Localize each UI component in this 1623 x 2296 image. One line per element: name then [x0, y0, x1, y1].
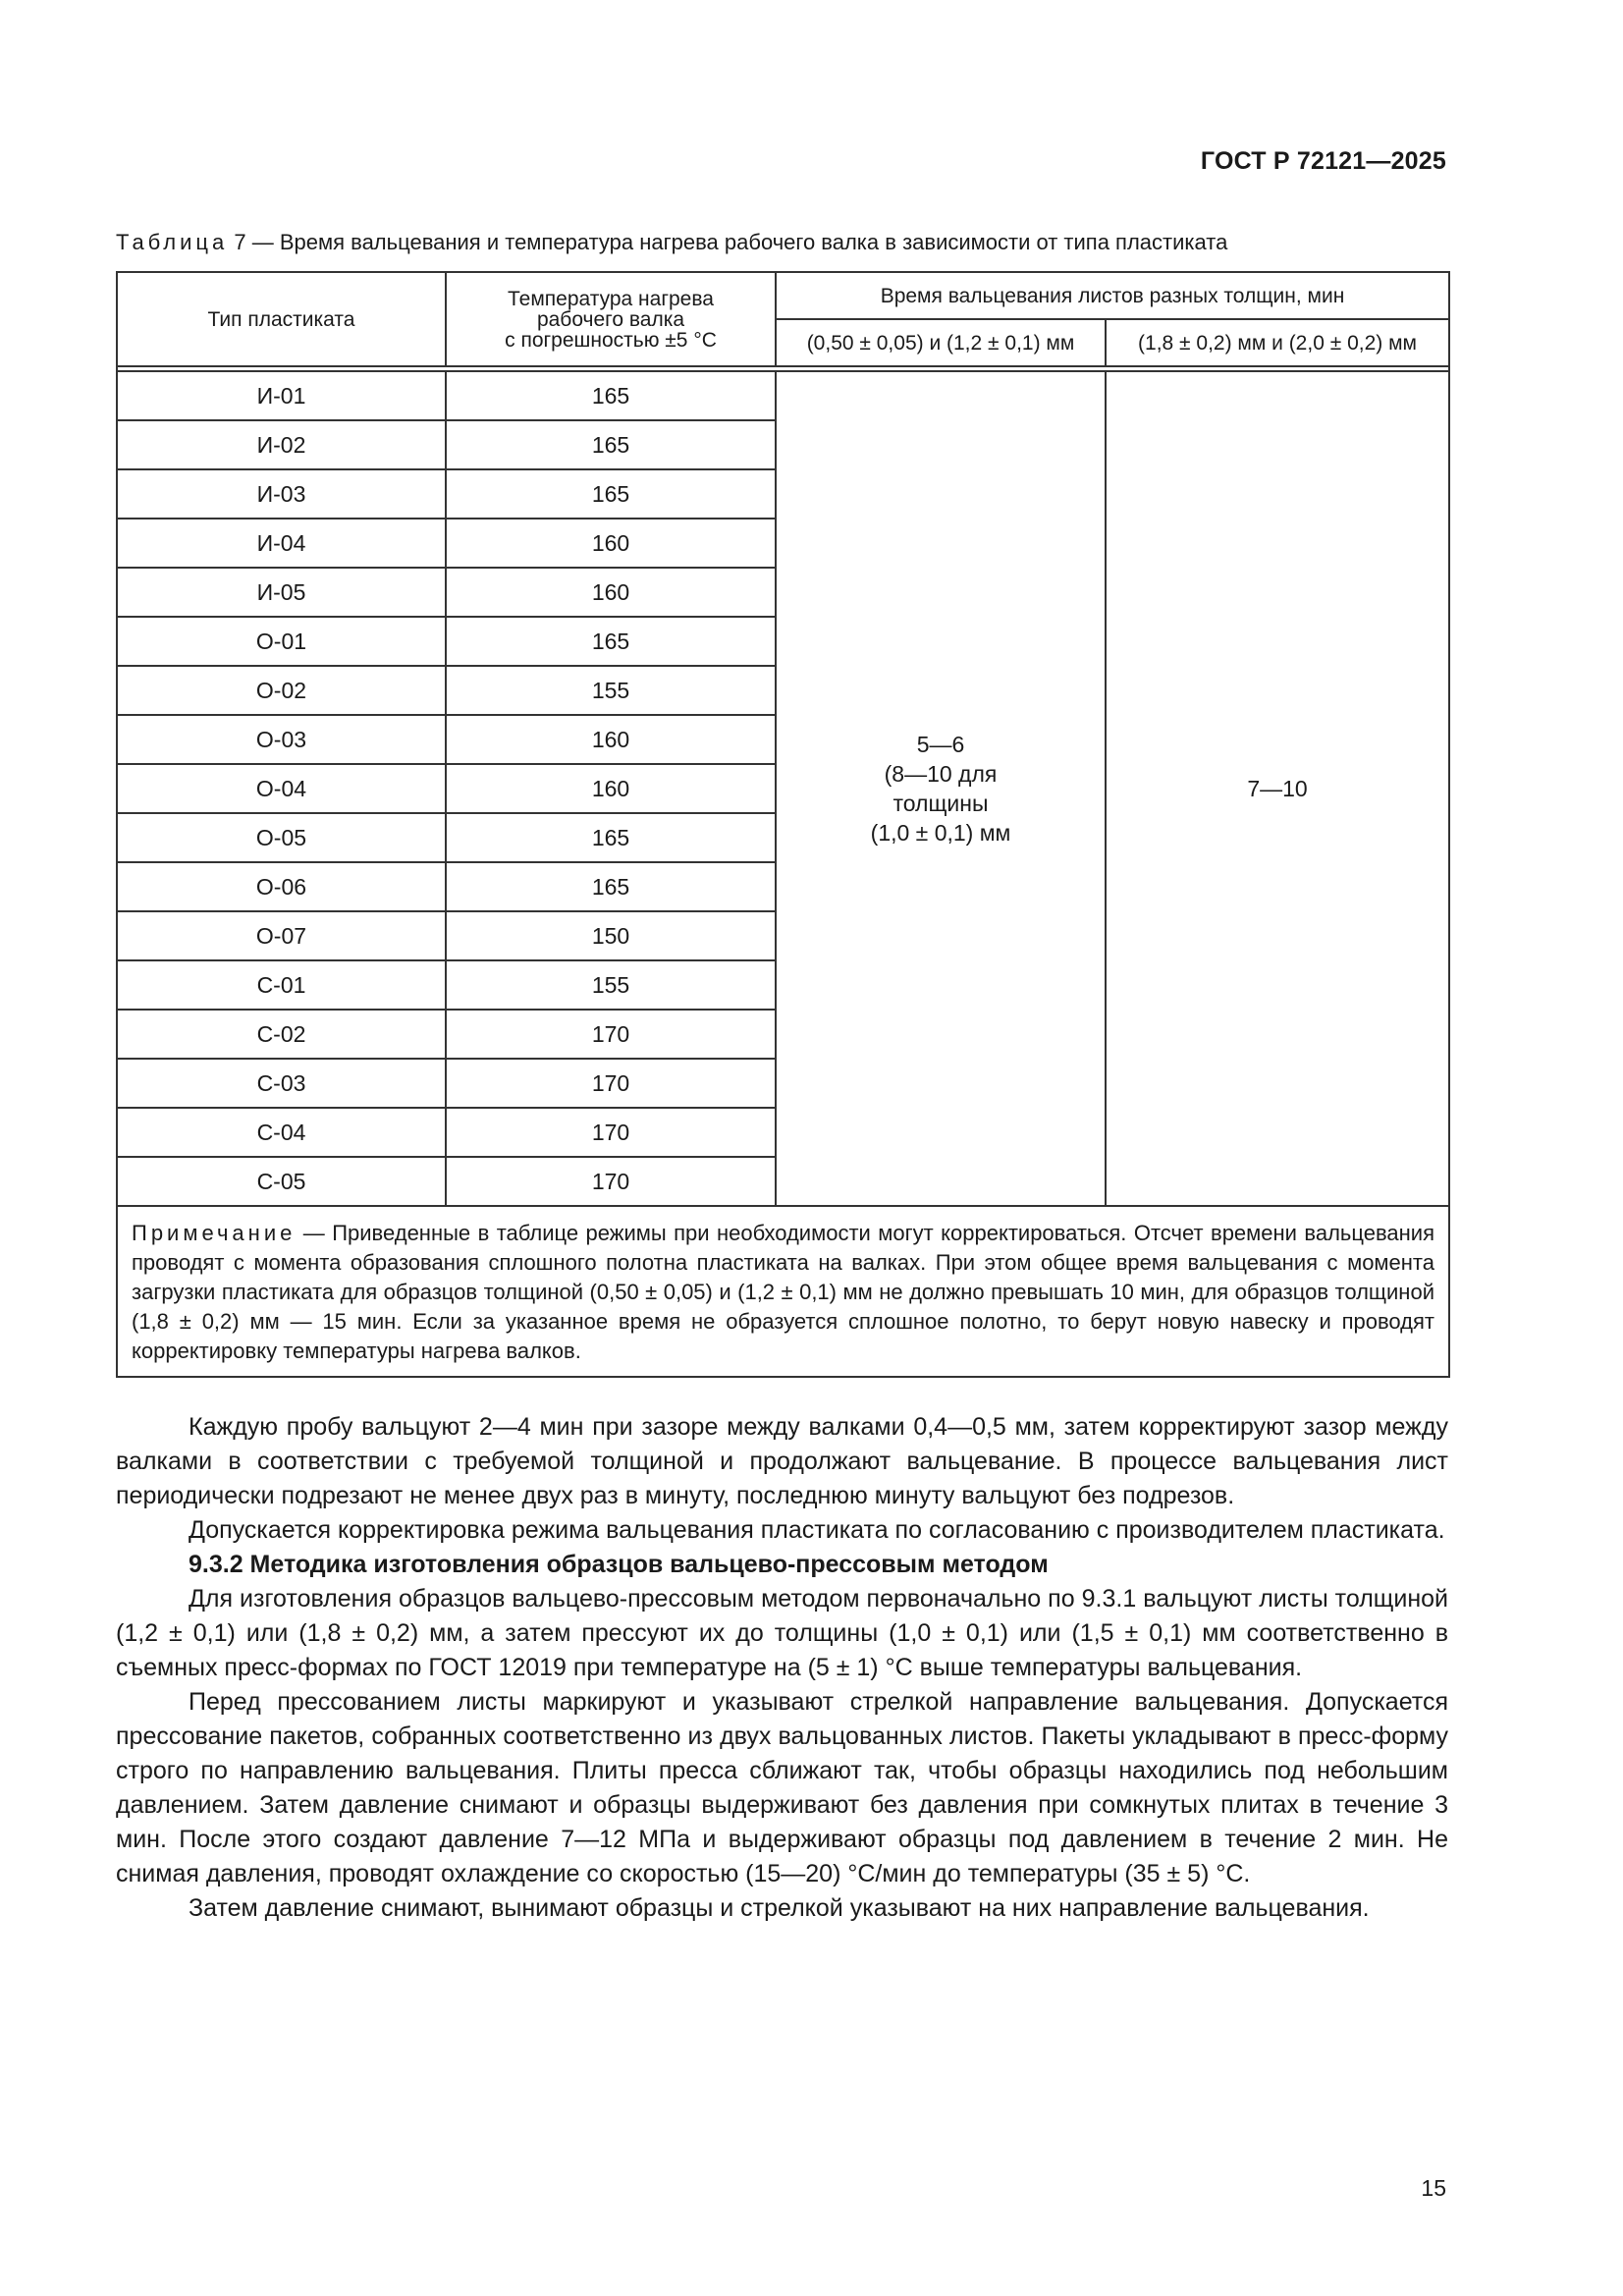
header-rolling-time: Время вальцевания листов разных толщин, мин: [776, 272, 1449, 319]
table-note: [117, 1206, 1449, 1377]
temperature-cell: 170: [446, 1108, 776, 1157]
plastic-type-cell: С-02: [117, 1010, 446, 1059]
temperature-cell: 170: [446, 1059, 776, 1108]
rolling-time-thin-line2: (8—10 для: [884, 761, 998, 787]
temperature-cell: 170: [446, 1010, 776, 1059]
temperature-cell: 165: [446, 617, 776, 666]
table-note-text: — Приведенные в таблице режимы при необходимости могут корректироваться. Отсчет времени вальцевания проводят с момента образования сплошного полотна пластиката на валках. При этом общее время вальцевания с момента загрузки пластиката для образцов толщиной (0,50 ± 0,05) и (1,2 ± 0,1) мм не должно превышать 10 мин, для образцов толщиной (1,8 ± 0,2) мм — 15 мин. Если за указанное время не образуется сплошное полотно, то берут новую навеску и проводят корректировку температуры нагрева валков.: [132, 1221, 1434, 1363]
plastic-type-cell: О-06: [117, 862, 446, 911]
header-temperature-line2: рабочего валка: [536, 307, 685, 331]
temperature-cell: 165: [446, 862, 776, 911]
rolling-time-thick-cell: 7—10: [1106, 371, 1449, 1206]
table-caption-text: 7 — Время вальцевания и температура нагрева рабочего валка в зависимости от типа пластиката: [228, 230, 1228, 254]
temperature-cell: 160: [446, 715, 776, 764]
plastic-type-cell: О-04: [117, 764, 446, 813]
temperature-cell: 160: [446, 519, 776, 568]
paragraph: Перед прессованием листы маркируют и указывают стрелкой направление вальцевания. Допускается прессование пакетов, собранных соответственно из двух вальцованных листов. Пакеты укладывают в пресс-форму строго по направлению вальцевания. Плиты пресса сближают так, чтобы образцы находились под небольшим давлением. Затем давление снимают и образцы выдерживают без давления при сомкнутых плитах в течение 3 мин. После этого создают давление 7—12 МПа и выдерживают образцы под давлением в течение 2 мин. Не снимая давления, проводят охлаждение со скоростью (15—20) °С/мин до температуры (35 ± 5) °С.: [116, 1688, 1448, 1887]
rolling-time-table: [116, 271, 1450, 1378]
plastic-type-cell: И-02: [117, 420, 446, 469]
paragraph: Допускается корректировка режима вальцевания пластиката по согласованию с производителем пластиката.: [189, 1516, 1445, 1544]
header-rolling-time-thin: (0,50 ± 0,05) и (1,2 ± 0,1) мм: [776, 319, 1106, 366]
plastic-type-cell: О-02: [117, 666, 446, 715]
plastic-type-cell: И-01: [117, 371, 446, 420]
paragraph: Каждую пробу вальцуют 2—4 мин при зазоре между валками 0,4—0,5 мм, затем корректируют зазор между валками в соответствии с требуемой толщиной и продолжают вальцевание. В процессе вальцевания лист периодически подрезают не менее двух раз в минуту, последнюю минуту вальцуют без подрезов.: [116, 1413, 1448, 1509]
plastic-type-cell: С-04: [117, 1108, 446, 1157]
header-plastic-type: Тип пластиката: [117, 272, 446, 366]
table-note-prefix: Примечание: [132, 1221, 297, 1245]
rolling-time-thin-cell: [776, 371, 1106, 1206]
table-row: [117, 371, 1449, 420]
table-caption: [116, 230, 1227, 255]
plastic-type-cell: С-03: [117, 1059, 446, 1108]
body-text: [116, 1410, 1448, 1926]
plastic-type-cell: И-03: [117, 469, 446, 519]
plastic-type-cell: С-05: [117, 1157, 446, 1206]
temperature-cell: 170: [446, 1157, 776, 1206]
rolling-time-thin-line3: толщины: [893, 791, 989, 816]
table-caption-prefix: Таблица: [116, 230, 229, 254]
plastic-type-cell: О-05: [117, 813, 446, 862]
rolling-time-thin-line1: 5—6: [916, 732, 965, 757]
plastic-type-cell: И-05: [117, 568, 446, 617]
plastic-type-cell: И-04: [117, 519, 446, 568]
header-temperature-line3: с погрешностью ±5 °С: [505, 328, 717, 352]
temperature-cell: 165: [446, 469, 776, 519]
temperature-cell: 150: [446, 911, 776, 960]
temperature-cell: 155: [446, 666, 776, 715]
paragraph: Для изготовления образцов вальцево-прессовым методом первоначально по 9.3.1 вальцуют листы толщиной (1,2 ± 0,1) или (1,8 ± 0,2) мм, а затем прессуют их до толщины (1,0 ± 0,1) или (1,5 ± 0,1) мм соответственно в съемных пресс-формах по ГОСТ 12019 при температуре на (5 ± 1) °С выше температуры вальцевания.: [116, 1585, 1448, 1681]
temperature-cell: 155: [446, 960, 776, 1010]
header-temperature-line1: Температура нагрева: [508, 287, 714, 310]
document-id: ГОСТ Р 72121—2025: [1200, 147, 1446, 175]
plastic-type-cell: О-07: [117, 911, 446, 960]
header-temperature: [446, 272, 776, 366]
plastic-type-cell: С-01: [117, 960, 446, 1010]
temperature-cell: 160: [446, 568, 776, 617]
temperature-cell: 165: [446, 371, 776, 420]
temperature-cell: 165: [446, 420, 776, 469]
temperature-cell: 160: [446, 764, 776, 813]
page-number: 15: [1421, 2175, 1446, 2201]
plastic-type-cell: О-01: [117, 617, 446, 666]
plastic-type-cell: О-03: [117, 715, 446, 764]
section-heading: 9.3.2 Методика изготовления образцов вальцево-прессовым методом: [189, 1551, 1049, 1578]
rolling-time-thin-line4: (1,0 ± 0,1) мм: [870, 820, 1011, 846]
temperature-cell: 165: [446, 813, 776, 862]
paragraph: Затем давление снимают, вынимают образцы и стрелкой указывают на них направление вальцевания.: [189, 1894, 1370, 1922]
header-rolling-time-thick: (1,8 ± 0,2) мм и (2,0 ± 0,2) мм: [1106, 319, 1449, 366]
